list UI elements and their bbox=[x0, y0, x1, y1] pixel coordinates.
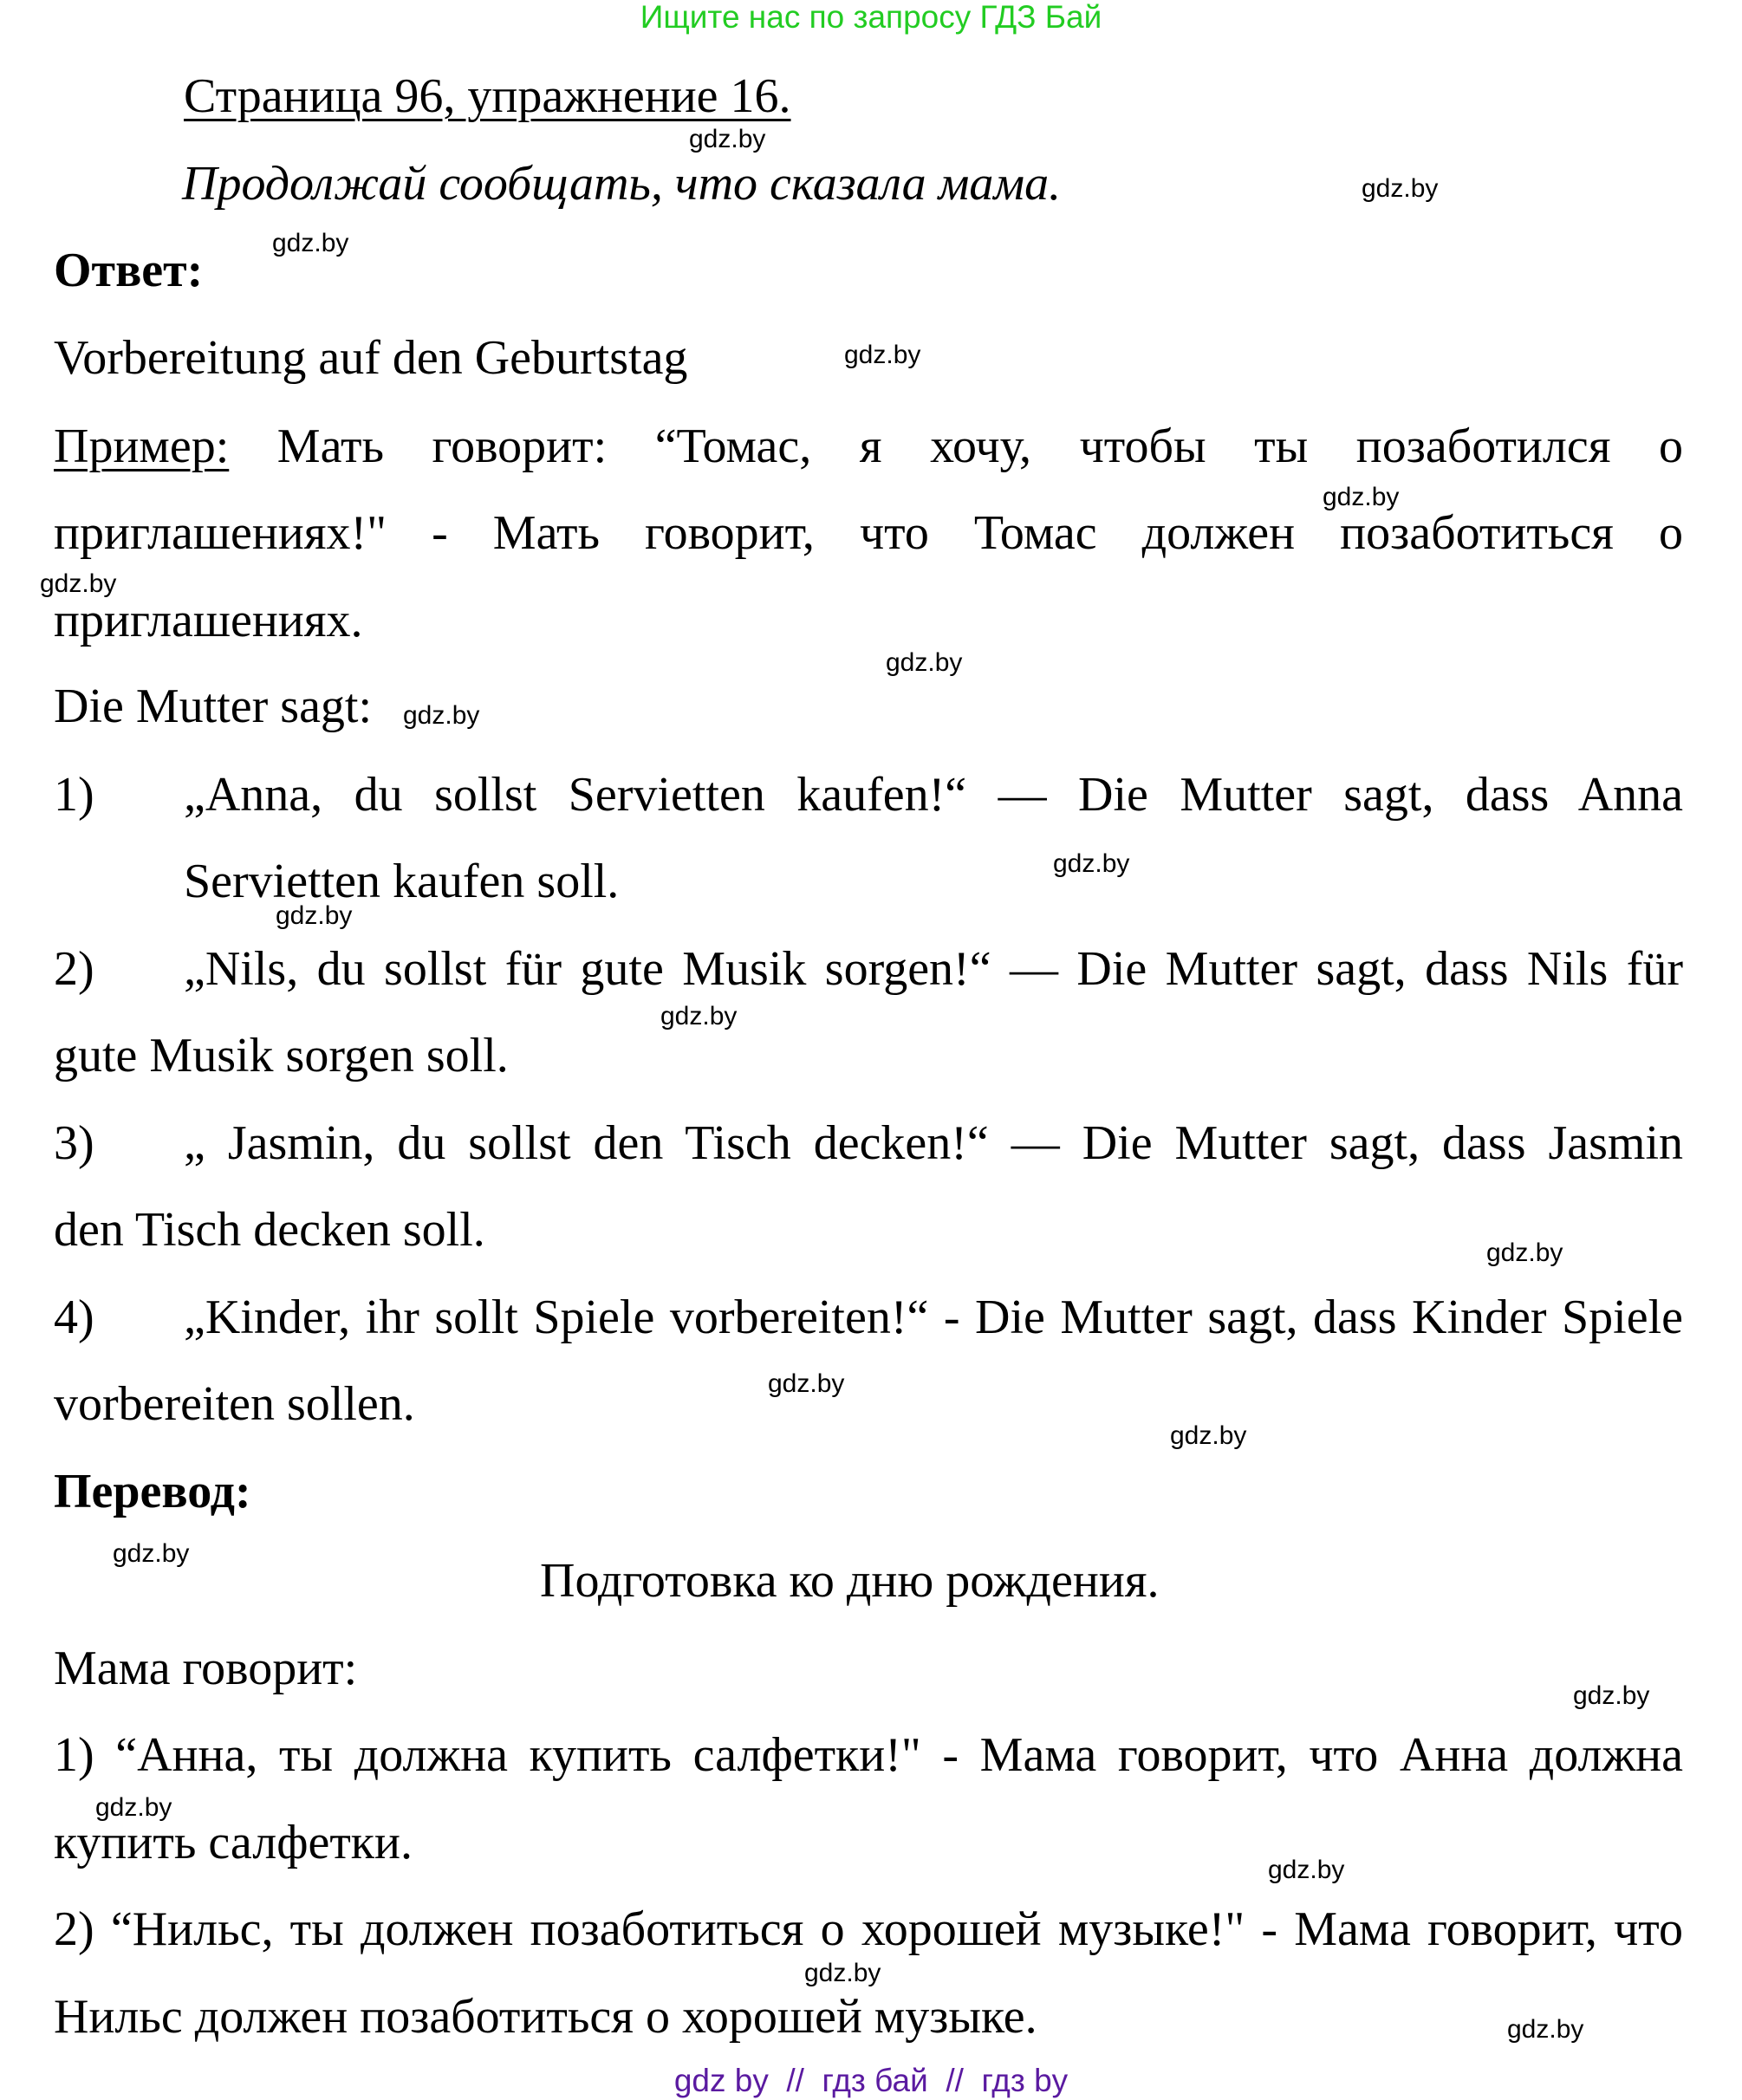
example-line: приглашениях!" - Мать говорит, что Томас должен позаботиться о bbox=[54, 506, 1683, 560]
watermark: gdz.by bbox=[95, 1793, 172, 1822]
example-text: Мать говорит: “Томас, я хочу, чтобы ты позаботился о bbox=[229, 419, 1683, 473]
watermark: gdz.by bbox=[1268, 1856, 1345, 1884]
item-line: „Kinder, ihr sollt Spiele vorbereiten!“ - Die Mutter sagt, dass Kinder Spiele bbox=[184, 1291, 1683, 1344]
item-line: „ Jasmin, du sollst den Tisch decken!“ — Die Mutter sagt, dass Jasmin bbox=[184, 1116, 1683, 1170]
watermark: gdz.by bbox=[886, 648, 963, 677]
example-line bbox=[54, 416, 1683, 477]
watermark: gdz.by bbox=[1486, 1239, 1563, 1267]
watermark: gdz.by bbox=[804, 1959, 881, 1987]
watermark: gdz.by bbox=[276, 901, 353, 930]
watermark: gdz.by bbox=[113, 1539, 190, 1568]
item-line: vorbereiten sollen. bbox=[54, 1377, 415, 1431]
item-line: den Tisch decken soll. bbox=[54, 1203, 485, 1257]
example-label: Пример: bbox=[54, 419, 230, 473]
watermark: gdz.by bbox=[40, 569, 117, 598]
watermark: gdz.by bbox=[1362, 174, 1439, 203]
answer-heading: Ответ: bbox=[54, 244, 204, 297]
task-text: Продолжай сообщать, что сказала мама. bbox=[182, 157, 1062, 211]
watermark: gdz.by bbox=[660, 1002, 738, 1030]
watermark: gdz.by bbox=[403, 701, 480, 730]
mama-says-label: Мама говорит: bbox=[54, 1642, 358, 1695]
translation-title: Подготовка ко дню рождения. bbox=[540, 1554, 1160, 1608]
item-number: 1) bbox=[54, 768, 94, 822]
watermark: gdz.by bbox=[1170, 1421, 1247, 1450]
watermark: gdz.by bbox=[844, 341, 921, 369]
watermark: gdz.by bbox=[689, 125, 766, 153]
watermark: gdz.by bbox=[1573, 1681, 1650, 1710]
item-line: gute Musik sorgen soll. bbox=[54, 1029, 509, 1083]
item-number: 4) bbox=[54, 1291, 94, 1344]
item-line: „Nils, du sollst für gute Musik sorgen!“ — Die Mutter sagt, dass Nils für bbox=[184, 942, 1683, 996]
mutter-sagt-label: Die Mutter sagt: bbox=[54, 679, 373, 733]
translation-line: Нильс должен позаботиться о хорошей музыке. bbox=[54, 1990, 1037, 2044]
watermark: gdz.by bbox=[1323, 483, 1400, 511]
watermark: gdz.by bbox=[1053, 849, 1130, 878]
translation-line: 2) “Нильс, ты должен позаботиться о хорошей музыке!" - Мама говорит, что bbox=[54, 1902, 1683, 1956]
page-title: Страница 96, упражнение 16. bbox=[184, 69, 791, 123]
watermark: gdz.by bbox=[1507, 2015, 1584, 2044]
topic-title: Vorbereitung auf den Geburtstag bbox=[54, 331, 688, 385]
item-number: 2) bbox=[54, 942, 94, 996]
watermark: gdz.by bbox=[272, 229, 349, 257]
example-line: приглашениях. bbox=[54, 594, 363, 647]
translation-line: 1) “Анна, ты должна купить салфетки!" - Мама говорит, что Анна должна bbox=[54, 1728, 1683, 1782]
item-line: „Anna, du sollst Servietten kaufen!“ — Die Mutter sagt, dass Anna bbox=[184, 768, 1683, 822]
footer-links[interactable]: gdz by // гдз бай // гдз by bbox=[673, 2063, 1069, 2098]
translation-line: купить салфетки. bbox=[54, 1816, 413, 1869]
watermark: gdz.by bbox=[768, 1369, 845, 1398]
item-number: 3) bbox=[54, 1116, 94, 1170]
translation-heading: Перевод: bbox=[54, 1465, 251, 1518]
promo-banner[interactable]: Ищите нас по запросу ГДЗ Бай bbox=[640, 0, 1102, 35]
item-line: Servietten kaufen soll. bbox=[184, 855, 620, 908]
